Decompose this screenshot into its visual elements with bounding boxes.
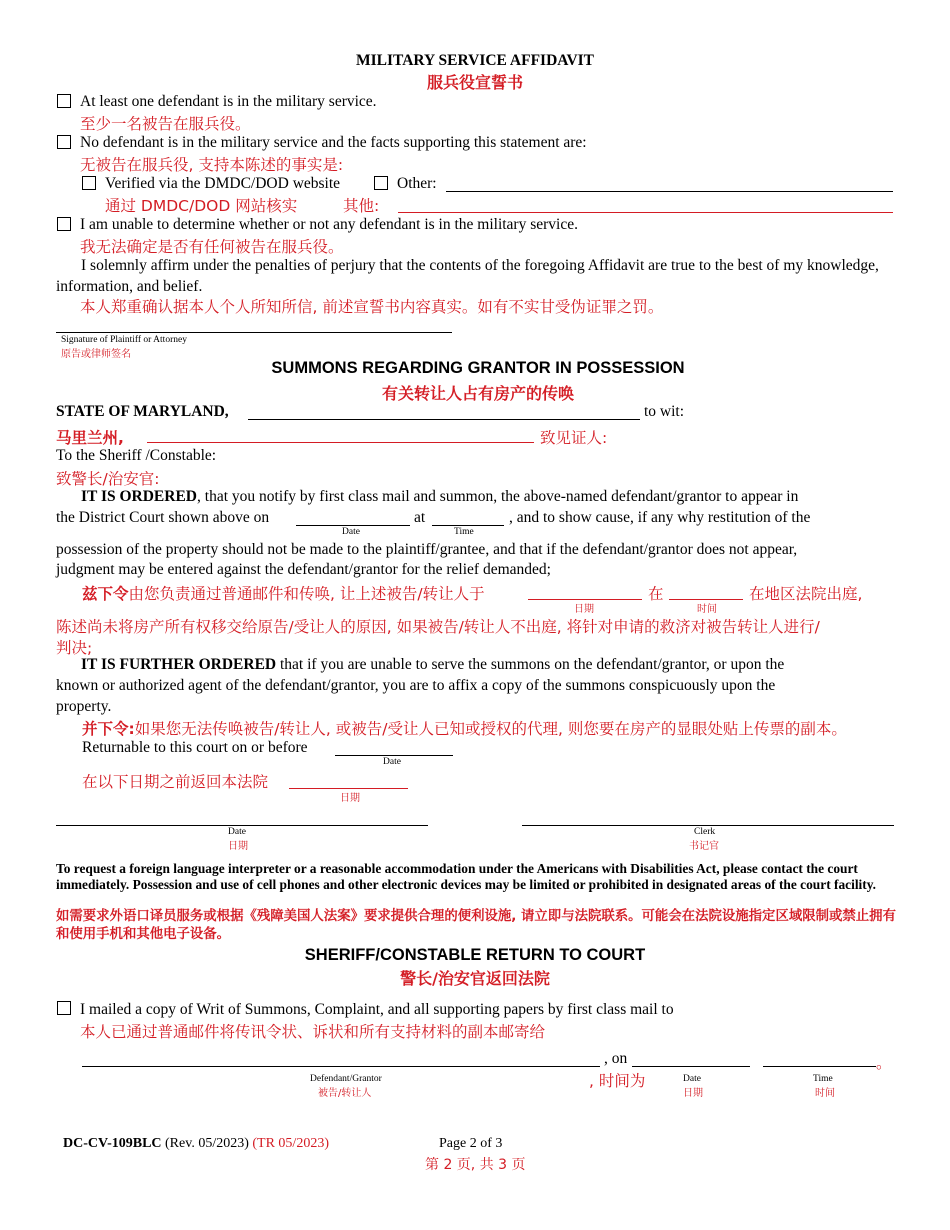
ordered-line2a: the District Court shown above on xyxy=(56,509,270,526)
form-translation-revision: (TR 05/2023) xyxy=(252,1136,329,1151)
further-ordered-line3: property. xyxy=(56,698,112,715)
state-label: STATE OF MARYLAND, xyxy=(56,403,229,420)
further-ordered-zh-text: 如果您无法传唤被告/转让人, 或被告/受让人已知或授权的代理, 则您要在房产的显眼处贴上传票的副本。 xyxy=(134,720,847,738)
appear-time-label-zh: 时间 xyxy=(697,604,717,615)
appear-date-line[interactable] xyxy=(296,525,410,526)
other-label: Other: xyxy=(397,175,437,192)
appear-date-label-zh: 日期 xyxy=(574,604,594,615)
option-unable: I am unable to determine whether or not any defendant is in the military service. xyxy=(80,216,578,233)
to-wit-label-zh: 致见证人: xyxy=(540,429,608,447)
affirmation-text-zh: 本人郑重确认据本人个人所知所信, 前述宣誓书内容真实。如有不实甘受伪证罪之罚。 xyxy=(80,298,664,316)
form-id: DC-CV-109BLC xyxy=(63,1136,162,1151)
appear-date-label: Date xyxy=(342,527,360,537)
clerk-label: Clerk xyxy=(694,827,716,837)
affirmation-text: I solemnly affirm under the penalties of perjury that the contents of the foregoing Affidavit are true to the best of my knowledge, information, and belief. xyxy=(56,257,879,295)
return-date-label-zh: 日期 xyxy=(683,1088,703,1099)
it-is-ordered-bold: IT IS ORDERED xyxy=(81,488,198,505)
appear-time-line[interactable] xyxy=(432,525,504,526)
sheriff-label-zh: 致警长/治安官: xyxy=(56,470,160,488)
returnable-date-label-zh: 日期 xyxy=(340,793,360,804)
further-ordered-text: that if you are unable to serve the summons on the defendant/grantor, or upon the xyxy=(276,656,785,673)
ordered-zh-line3: 判决; xyxy=(56,639,93,657)
defendant-grantor-label-zh: 被告/转让人 xyxy=(318,1088,372,1099)
option-in-service: At least one defendant is in the military service. xyxy=(80,93,377,110)
clerk-label-zh: 书记官 xyxy=(689,841,719,852)
defendant-grantor-line[interactable] xyxy=(82,1066,600,1067)
further-ordered-bold: IT IS FURTHER ORDERED xyxy=(81,656,277,673)
option-not-in-service: No defendant is in the military service and the facts supporting this statement are: xyxy=(80,134,587,151)
military-checkbox-unable[interactable] xyxy=(57,217,71,231)
further-ordered-zh-bold: 并下令: xyxy=(82,720,135,738)
return-on: , on xyxy=(604,1050,628,1067)
military-checkbox-in-service[interactable] xyxy=(57,94,71,108)
issue-date-label: Date xyxy=(228,827,246,837)
state-label-zh: 马里兰州, xyxy=(56,429,124,447)
ordered-zh-a: 由您负责通过普通邮件和传唤, 让上述被告/转让人于 xyxy=(128,585,485,603)
issue-date-label-zh: 日期 xyxy=(228,841,248,852)
it-is-ordered-text: , that you notify by first class mail and summon, the above-named defendant/grantor to appear in xyxy=(197,488,799,505)
other-input-line-zh xyxy=(398,212,893,213)
option-in-service-zh: 至少一名被告在服兵役。 xyxy=(80,115,251,133)
issue-date-line[interactable] xyxy=(56,825,428,826)
plaintiff-signature-line[interactable] xyxy=(56,332,452,333)
ordered-line4: judgment may be entered against the defendant/grantor for the relief demanded; xyxy=(56,561,551,578)
form-revision: (Rev. 05/2023) xyxy=(165,1136,249,1151)
page-number: Page 2 of 3 xyxy=(439,1136,503,1151)
summons-title: SUMMONS REGARDING GRANTOR IN POSSESSION xyxy=(271,359,685,377)
page-number-zh: 第 2 页, 共 3 页 xyxy=(425,1157,526,1173)
ordered-zh-line1 xyxy=(82,582,485,604)
ordered-at: at xyxy=(414,509,426,526)
dmdc-label-zh: 通过 DMDC/DOD 网站核实 xyxy=(105,197,298,215)
military-title-zh: 服兵役宣誓书 xyxy=(426,73,523,92)
ordered-zh-at: 在 xyxy=(648,585,664,603)
form-footer xyxy=(63,1136,329,1152)
it-is-ordered-line1 xyxy=(81,488,798,506)
option-unable-zh: 我无法确定是否有任何被告在服兵役。 xyxy=(80,238,344,256)
ordered-line2b: , and to show cause, if any why restitution of the xyxy=(509,509,811,526)
ordered-zh-b: 在地区法院出庭, xyxy=(749,585,863,603)
further-ordered-line2: known or authorized agent of the defendant/grantor, you are to affix a copy of the summons conspicuously upon the xyxy=(56,677,776,694)
returnable-label-zh: 在以下日期之前返回本法院 xyxy=(82,773,269,791)
ordered-zh-line2: 陈述尚未将房产所有权移交给原告/受让人的原因, 如果被告/转让人不出庭, 将针对申请的救济对被告转让人进行/ xyxy=(56,618,820,636)
clerk-signature-line[interactable] xyxy=(522,825,894,826)
plaintiff-signature-label: Signature of Plaintiff or Attorney xyxy=(61,335,187,345)
return-on-zh: , 时间为 xyxy=(589,1072,646,1090)
ordered-line3: possession of the property should not be made to the plaintiff/grantee, and that if the defendant/grantor does not appear, xyxy=(56,541,798,558)
defendant-grantor-label: Defendant/Grantor xyxy=(310,1074,382,1084)
returnable-label: Returnable to this court on or before xyxy=(82,739,308,756)
return-time-label-zh: 时间 xyxy=(815,1088,835,1099)
return-title: SHERIFF/CONSTABLE RETURN TO COURT xyxy=(304,946,646,964)
further-ordered-zh xyxy=(82,717,847,739)
returnable-date-label: Date xyxy=(383,757,401,767)
ada-notice-zh: 如需要求外语口译员服务或根据《残障美国人法案》要求提供合理的便利设施, 请立即与法院联系。可能会在法院设施指定区域限制或禁止拥有和使用手机和其他电子设备。 xyxy=(56,909,896,942)
summons-title-zh: 有关转让人占有房产的传唤 xyxy=(381,384,574,403)
military-checkbox-not-in-service[interactable] xyxy=(57,135,71,149)
ada-notice: To request a foreign language interpreter or a reasonable accommodation under the Americans with Disabilities Act, please contact the court immediately. Possession and use of cell phones and other electronic devices may be limited or prohibited in designated areas of the court facility. xyxy=(56,861,877,892)
to-wit-label: to wit: xyxy=(644,403,685,420)
mailed-text-zh: 本人已通过普通邮件将传讯令状、诉状和所有支持材料的副本邮寄给 xyxy=(80,1023,546,1041)
state-county-line[interactable] xyxy=(248,419,640,420)
return-time-label: Time xyxy=(813,1074,833,1084)
mailed-text: I mailed a copy of Writ of Summons, Complaint, and all supporting papers by first class mail to xyxy=(80,1001,674,1018)
military-title: MILITARY SERVICE AFFIDAVIT xyxy=(355,52,595,69)
returnable-date-line[interactable] xyxy=(335,755,453,756)
further-ordered-line1 xyxy=(81,656,784,674)
return-date-line[interactable] xyxy=(632,1066,750,1067)
sheriff-label: To the Sheriff /Constable: xyxy=(56,447,217,464)
ordered-zh-bold: 兹下令 xyxy=(82,585,129,603)
dmdc-label: Verified via the DMDC/DOD website xyxy=(105,175,341,192)
return-period: 。 xyxy=(876,1054,892,1072)
return-time-line[interactable] xyxy=(763,1066,876,1067)
mailed-checkbox[interactable] xyxy=(57,1001,71,1015)
return-date-label: Date xyxy=(683,1074,701,1084)
other-checkbox[interactable] xyxy=(374,176,388,190)
other-label-zh: 其他: xyxy=(343,197,380,215)
return-title-zh: 警长/治安官返回法院 xyxy=(400,969,550,988)
option-not-in-service-zh: 无被告在服兵役, 支持本陈述的事实是: xyxy=(80,156,344,174)
appear-time-label: Time xyxy=(454,527,474,537)
plaintiff-signature-label-zh: 原告或律师签名 xyxy=(61,349,131,360)
state-county-line-zh xyxy=(147,442,534,443)
other-input-line[interactable] xyxy=(446,191,893,192)
dmdc-checkbox[interactable] xyxy=(82,176,96,190)
